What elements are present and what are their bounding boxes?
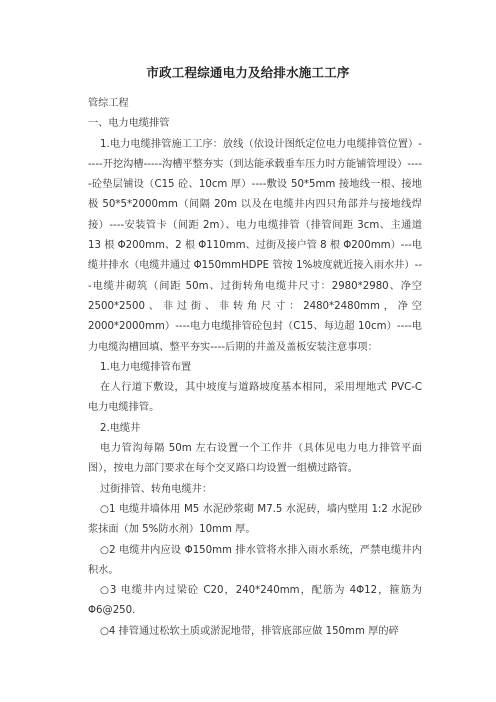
- body-paragraph: 电力管沟每隔 50m 左右设置一个工作井（具体见电力电力排管平面图），按电力部门要求在每个交叉路口均设置一组横过路管。: [88, 443, 422, 475]
- body-paragraph: ○4 排管通过松软土质或淤泥地带，排管底部应做 150mm 厚的碎: [100, 625, 399, 637]
- body-paragraph: ○2 电缆井内应设 Φ150mm 排水管将水排入雨水系统，严禁电缆井内积水。: [88, 544, 422, 576]
- document-body: [88, 94, 422, 642]
- body-paragraph: 1.电力电缆排管布置: [100, 361, 192, 373]
- body-paragraph: 在人行道下敷设，其中坡度与道路坡度基本相同，采用埋地式 PVC-C 电力电缆排管。: [88, 382, 422, 414]
- body-paragraph: 2.电缆井: [100, 422, 141, 434]
- body-paragraph: ○1 电缆井墙体用 M5 水泥砂浆砌 M7.5 水泥砖，墙内壁用 1:2 水泥砂浆抹面（加 5%防水剂）10mm 厚。: [88, 503, 422, 536]
- subsection-heading: 一、电力电缆排管: [88, 118, 170, 130]
- body-paragraph: ○3 电缆井内过梁砼 C20，240*240mm，配筋为 4Φ12，箍筋为 Φ6@250.: [88, 585, 422, 617]
- section-heading: 管综工程: [88, 98, 129, 109]
- document-title: 市政工程综通电力及给排水施工工序: [146, 65, 350, 80]
- body-paragraph: 过街排管、转角电缆井：: [100, 483, 213, 495]
- body-paragraph: 1.电力电缆排管施工工序：放线（依设计图纸定位电力电缆排管位置）-----开挖沟槽-----沟槽平整夯实（到达能承载垂车压力时方能铺管埋设）-----砼垫层铺设（C15 砼、10cm 厚）----敷设 50*5mm 接地线一根、接地极 50*5*2000mm（间隔 20m 以及在电缆井内四只角部并与接地线焊接）----安装管卡（间距 2m）、电力电缆排管（排管间距 3cm、主通道 13 根 Φ200mm、2 根 Φ110mm、过街及接户管 8 根 Φ200mm）---电缆井排水（电缆井通过 Φ150mmHDPE 管按 1%坡度就近接入雨水井）---电缆井砌筑（间距 50m、过街转角电缆井尺寸：2980*2980、净空 2500*2500、非过街、非转角尺寸：2480*2480mm，净空 2000*2000mm）----电力电缆排管砼包封（C15、每边超 10cm）----电力电缆沟槽回填、整平夯实----后期的井盖及盖板安装注意事项：: [88, 138, 422, 353]
